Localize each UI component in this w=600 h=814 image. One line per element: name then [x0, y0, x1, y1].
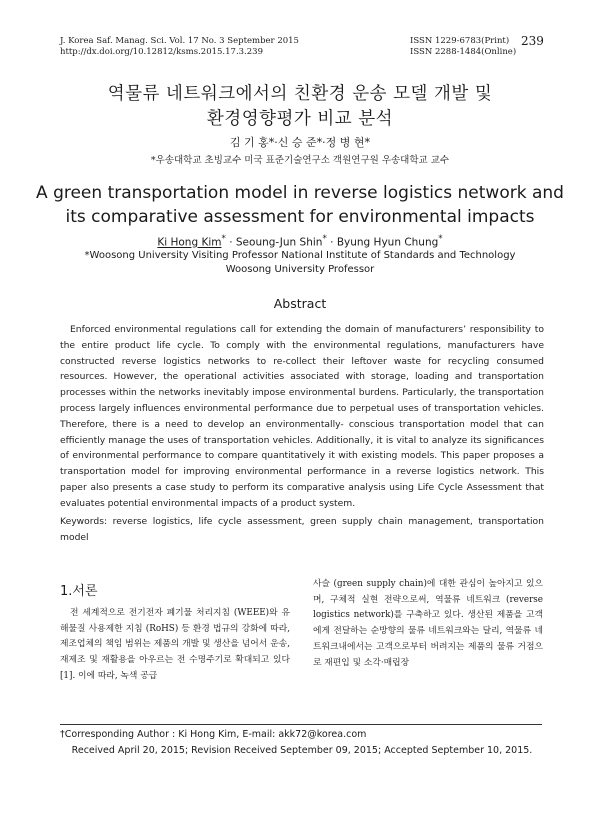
- korean-title-line1: 역물류 네트워크에서의 친환경 운송 모델 개발 및: [107, 84, 493, 104]
- author-chung: Byung Hyun Chung: [336, 236, 439, 249]
- author-kim: Ki Hong Kim: [157, 236, 222, 249]
- received-dates: Received April 20, 2015; Revision Received September 09, 2015; Accepted September 10, 2015.: [71, 745, 533, 756]
- author-chung-mark: *: [438, 234, 443, 244]
- english-title-line2: its comparative assessment for environmental impacts: [65, 207, 535, 227]
- author-sep-1: ·: [225, 236, 236, 249]
- english-authors: [0, 234, 600, 249]
- korean-title-line2: 환경영향평가 비교 분석: [206, 109, 394, 129]
- intro-right-column: [313, 577, 543, 671]
- english-affiliation: [0, 249, 600, 277]
- journal-header: [60, 36, 299, 58]
- author-kim-mark: *: [221, 234, 226, 244]
- abstract-text: Enforced environmental regulations call for extending the domain of manufacturers’ responsibility to the entire product life cycle. To comply with the environmental regulations, manufacturers have constructed reverse logistics networks to re-collect their leftover waste for recycling consumed resources. However, the operational activities associated with storage, loading and transportation processes within the networks inevitably impose environmental burdens. Particularly, the transportation process largely influences environmental performance due to perpetual uses of transportation vehicles. Therefore, there is a need to develop an environmentally- conscious transportation model that can efficiently manage the uses of transportation vehicles. Additionally, it is vital to analyze its significances of environmental performance to compare quantitatively it with existing models. This paper proposes a transportation model for improving environmental performance in a reverse logistics network. This paper also presents a case study to perform its comparative analysis using Life Cycle Assessment that evaluates potential environmental impacts of a product system.: [60, 324, 544, 509]
- keywords-label: Keywords: [60, 516, 105, 527]
- korean-affiliation: *우송대학교 초빙교수 미국 표준기술연구소 객원연구원 우송대학교 교수: [150, 155, 450, 166]
- author-shin-mark: *: [322, 234, 327, 244]
- issn-block: [410, 36, 516, 58]
- doi-link[interactable]: http://dx.doi.org/10.12812/ksms.2015.17.3.239: [60, 47, 263, 57]
- journal-citation: J. Korea Saf. Manag. Sci. Vol. 17 No. 3 September 2015: [60, 36, 299, 46]
- author-sep-2: ·: [326, 236, 337, 249]
- page-number: 239: [521, 34, 544, 48]
- issn-print: ISSN 1229-6783(Print): [410, 36, 510, 46]
- corresponding-author: †Corresponding Author : Ki Hong Kim, E-mail: akk72@korea.com: [60, 729, 367, 740]
- english-affiliation-line2: Woosong University Professor: [225, 264, 375, 275]
- korean-authors: 김 기 홍*·신 승 준*·정 병 현*: [229, 136, 371, 149]
- section-heading-introduction: 1.서론: [60, 584, 98, 599]
- intro-right-text: 사슬 (green supply chain)에 대한 관심이 높아지고 있으며, 구체적 실현 전략으로써, 역물류 네트워크 (reverse logistics network)를 구축하고 있다. 생산된 제품을 고객에게 전달하는 순방향의 물류 네트워크와는 달리, 역물류 네트워크내에서는 고객으로부터 버려지는 제품의 물류 거점으로 재편입 및 소각·매립장: [313, 579, 543, 668]
- keywords-text: : reverse logistics, life cycle assessment, green supply chain management, transportation model: [60, 516, 544, 543]
- abstract-body: [60, 322, 544, 512]
- english-affiliation-line1: *Woosong University Visiting Professor National Institute of Standards and Technology: [84, 250, 516, 261]
- abstract-heading: Abstract: [273, 296, 327, 311]
- korean-title: [0, 82, 600, 132]
- keywords: [60, 514, 544, 546]
- english-title: [0, 181, 600, 229]
- english-title-line1: A green transportation model in reverse logistics network and: [36, 183, 564, 203]
- footnote-divider: [60, 724, 542, 725]
- author-shin: Seoung-Jun Shin: [235, 236, 323, 249]
- intro-left-column: [60, 606, 290, 685]
- intro-left-text: 전 세계적으로 전기전자 폐기물 처리지침 (WEEE)와 유해물질 사용제한 지침 (RoHS) 등 환경 법규의 강화에 따라, 제조업체의 책임 범위는 제품의 개발 및 생산을 넘어서 운송, 재제조 및 재활용을 아우르는 전 수명주기로 확대되고 있다 [1]. 이에 따라, 녹색 공급: [60, 608, 290, 681]
- issn-online: ISSN 2288-1484(Online): [410, 47, 517, 57]
